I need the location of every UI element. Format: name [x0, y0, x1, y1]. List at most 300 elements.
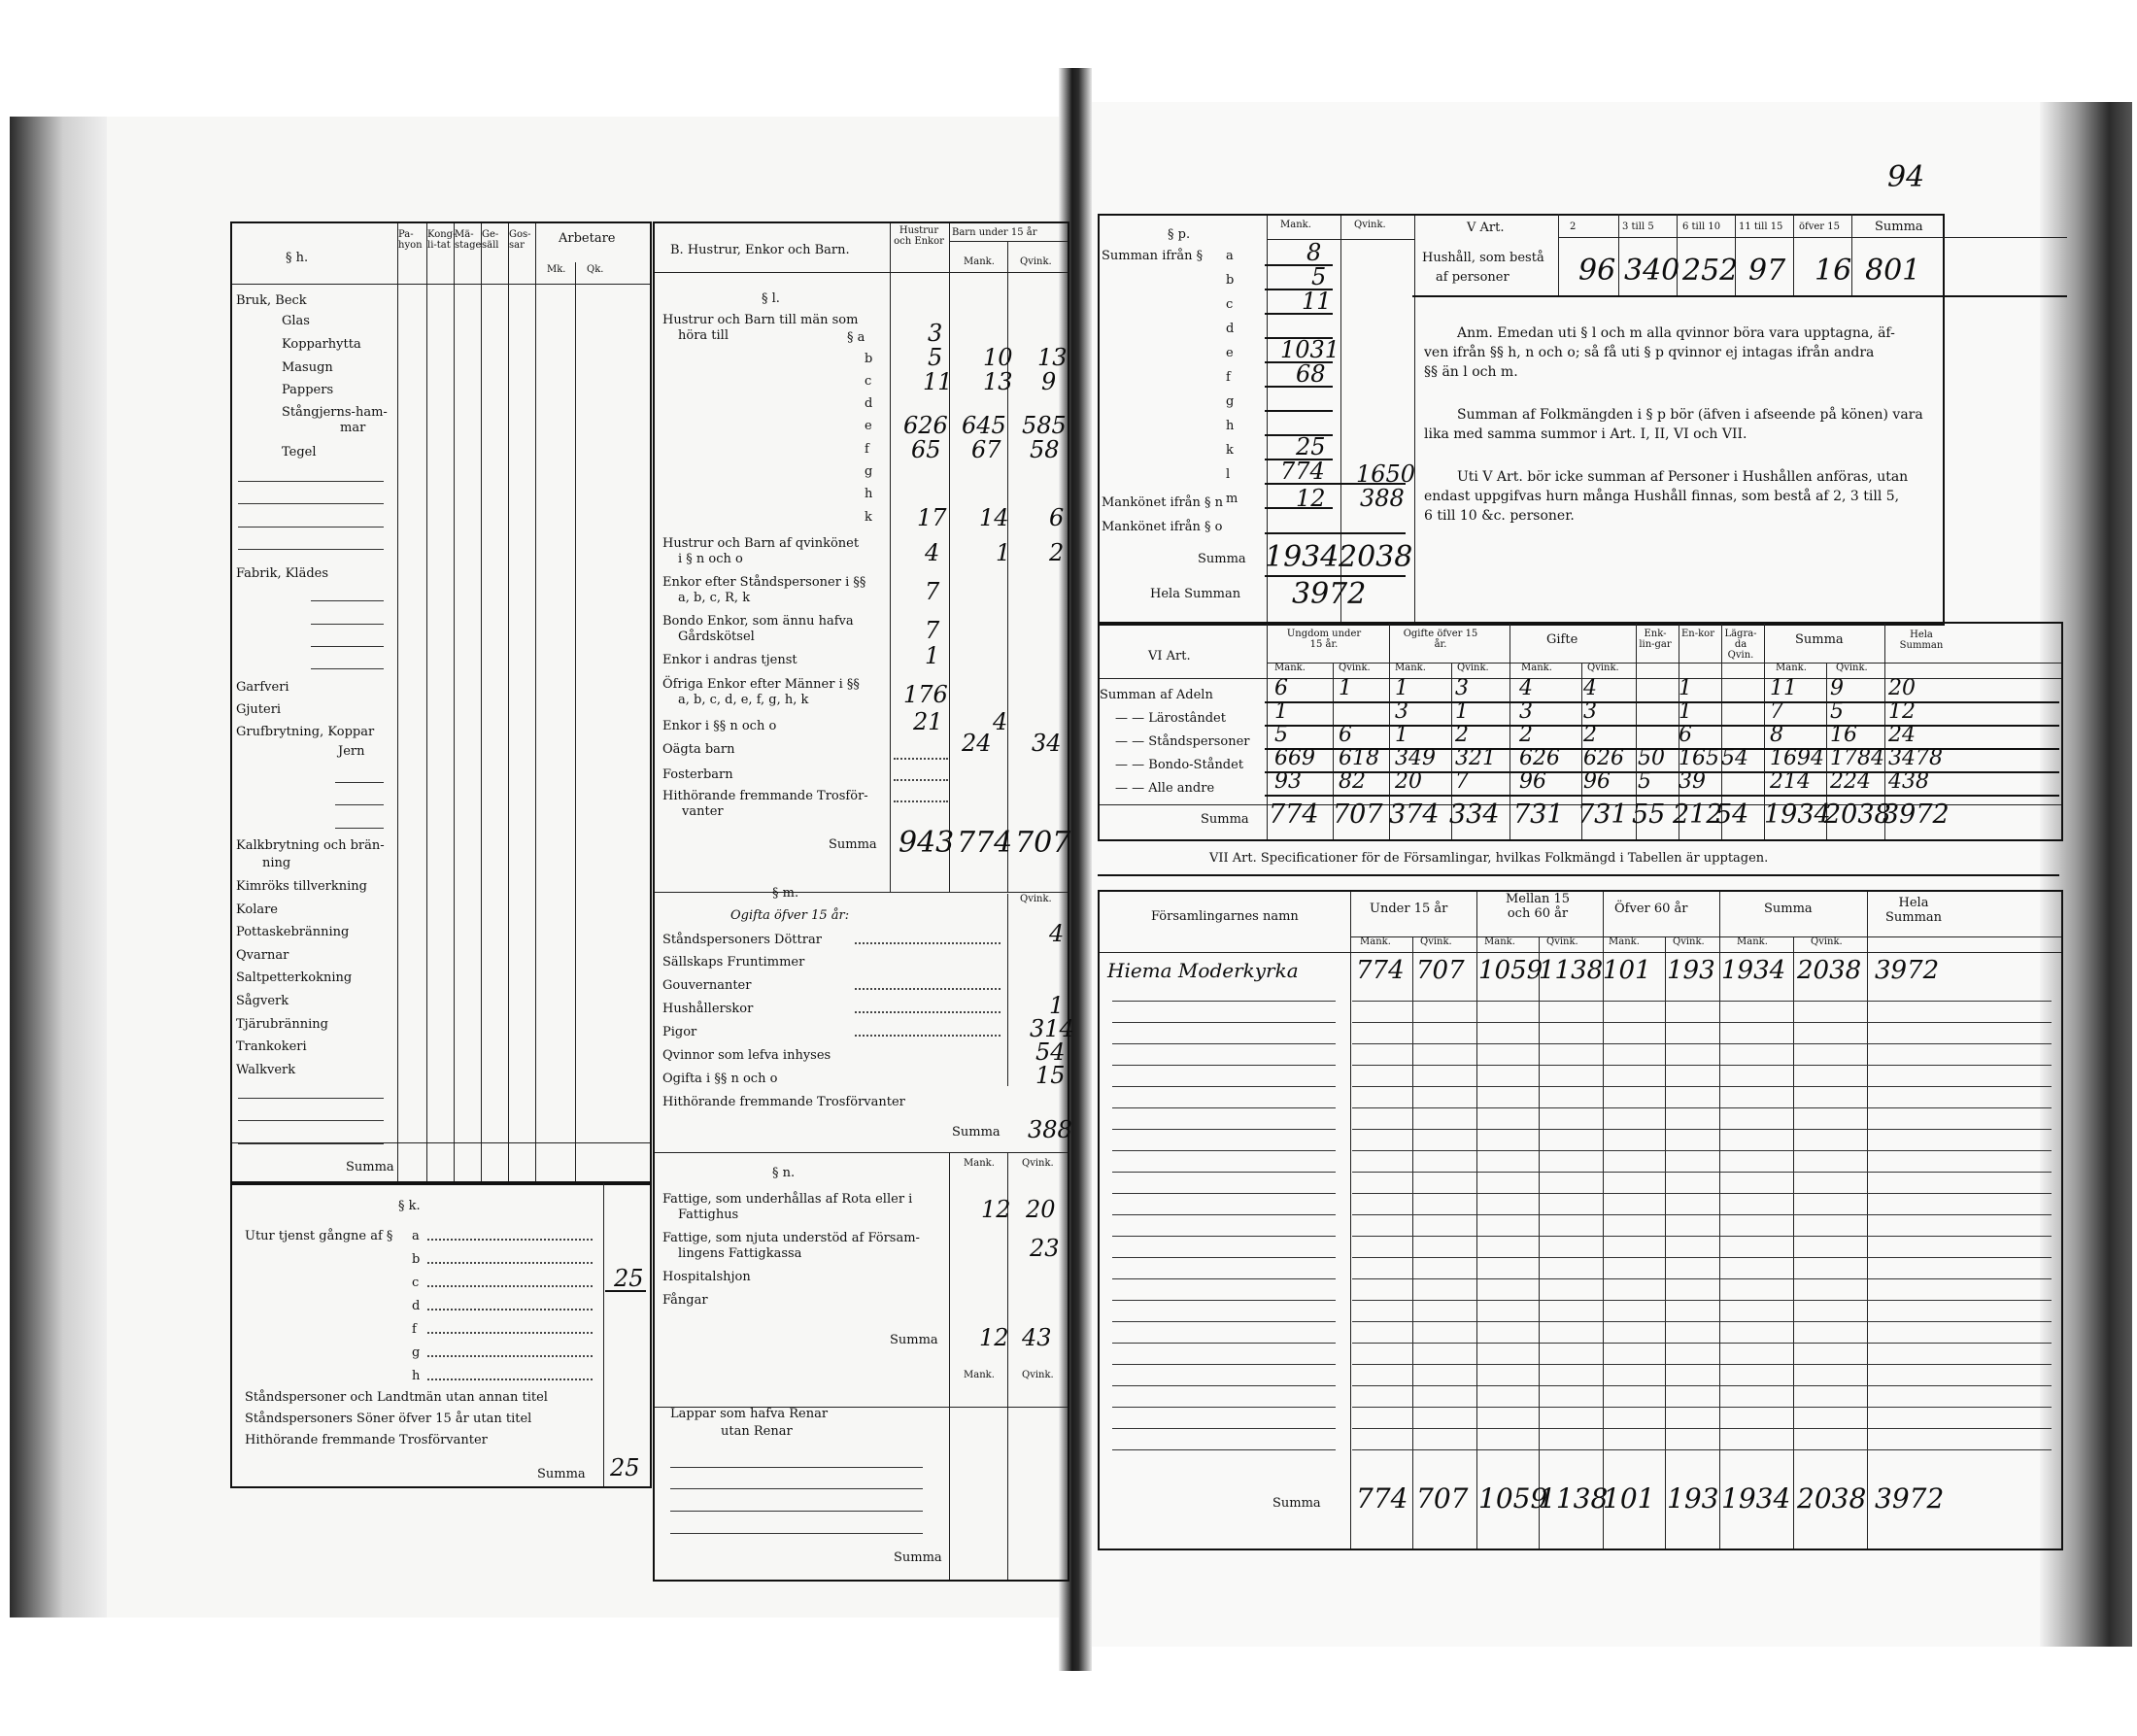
art7-blank-row [1112, 1257, 1336, 1258]
cell-value: 2 [1049, 539, 1065, 566]
art7-blank-row [1112, 1343, 1336, 1344]
row-label: Jern [338, 744, 365, 759]
art6-cell: 9 [1830, 676, 1844, 700]
page-number: 94 [1887, 160, 1925, 194]
cell-value: 67 [971, 436, 1001, 463]
sec-n-row: Fattige, som underhållas af Rota eller i [662, 1192, 913, 1207]
hdr-hustrur: Hustrur och Enkor [894, 225, 944, 247]
sp-mank: Mank. [1280, 220, 1311, 230]
row-label: Saltpetterkokning [236, 970, 353, 985]
sp-letter: l [1226, 467, 1231, 482]
sec-n-value: 12 [981, 1196, 1011, 1223]
art6-summa-cell: 2038 [1824, 800, 1891, 830]
row-label: Pappers [282, 383, 334, 397]
sec-m-value: 4 [1049, 920, 1065, 947]
art7-blank-row [1352, 1321, 2052, 1322]
sec-l-summa-hustrur: 943 [899, 826, 955, 860]
art7-group: Mellan 15 och 60 år [1505, 892, 1571, 921]
row-label: Bondo Enkor, som ännu hafva [662, 614, 854, 629]
art7-blank-row [1352, 1001, 2052, 1002]
row-label: Walkverk [236, 1063, 296, 1077]
row-label: Kimröks tillverkning [236, 879, 367, 894]
sec-m-row: Ogifta i §§ n och o [662, 1072, 778, 1086]
sp-letter: g [1226, 394, 1235, 409]
hdr-gossar: Gos-sar [509, 229, 531, 251]
art6-cell: 1 [1455, 699, 1469, 724]
art6-summa-cell: 55 [1632, 800, 1666, 830]
sp-value: 11 [1302, 288, 1332, 315]
art6-cell: 8 [1770, 723, 1783, 747]
sec-m-row: Gouvernanter [662, 978, 752, 993]
sp-value: 774 [1280, 458, 1325, 485]
art7-blank-row [1112, 1385, 1336, 1386]
sec-k-title: § k. [398, 1199, 421, 1213]
row-label: Hithörande fremmande Trosför- [662, 789, 868, 803]
sp-letter: d [1226, 322, 1235, 336]
art6-cell: 3478 [1888, 746, 1943, 770]
art7-summa-cell: 3972 [1875, 1482, 1945, 1515]
sec-n-mank: Mank. [964, 1158, 995, 1169]
row-letter: g [865, 464, 873, 479]
sec-l-summa-label: Summa [829, 837, 877, 852]
art6-cell: 6 [1274, 676, 1288, 700]
art6-mank: Mank. [1521, 663, 1552, 673]
sec-m-row: Pigor [662, 1025, 697, 1039]
art6-cell: 5 [1638, 769, 1651, 794]
art7-parish-name: Hiema Moderkyrka [1107, 959, 1299, 982]
art7-cell: 1059 [1478, 956, 1543, 985]
art7-blank-row [1352, 1300, 2052, 1301]
art6-cell: 1694 [1770, 746, 1824, 770]
anm-text: §§ än l och m. [1424, 364, 1518, 380]
art7-blank-row [1352, 1214, 2052, 1215]
art6-cell: 224 [1830, 769, 1871, 794]
art7-blank-row [1112, 1193, 1336, 1194]
hdr-arbetare: Arbetare [559, 231, 616, 246]
art6-cell: 16 [1830, 723, 1857, 747]
art6-mank: Mank. [1395, 663, 1426, 673]
art6-summa-cell: 212 [1673, 800, 1723, 830]
art7-group: Under 15 år [1370, 902, 1448, 916]
art5-col: Summa [1875, 220, 1923, 234]
art7-mank: Mank. [1484, 936, 1515, 947]
sec-k-letter: h [412, 1369, 421, 1383]
sp-mank-n-value: 388 [1360, 485, 1405, 512]
sp-summa-mank: 1934 [1265, 540, 1340, 574]
row-label: Fosterbarn [662, 767, 733, 782]
row-label: Sågverk [236, 994, 289, 1008]
art6-cell: 3 [1519, 699, 1533, 724]
art6-cell: 321 [1455, 746, 1496, 770]
sec-n-value: 20 [1026, 1196, 1056, 1223]
art7-summa-cell: 101 [1603, 1482, 1655, 1515]
row-label: Hustrur och Barn af qvinkönet [662, 536, 860, 551]
art7-cell: 1138 [1539, 956, 1604, 985]
art6-group: Ogifte öfver 15 år. [1403, 629, 1478, 650]
anm-text: lika med samma summor i Art. I, II, VI och VII. [1424, 426, 1747, 442]
hdr-mastage: Mä-stage [455, 229, 482, 251]
sp-mank-o: Mankönet ifrån § o [1102, 520, 1223, 534]
art7-blank-row [1112, 1214, 1336, 1215]
row-label: Gårdskötsel [678, 630, 755, 644]
art5-title: V Art. [1467, 221, 1505, 235]
row-label: ning [262, 856, 291, 870]
sec-k-lead: Utur tjenst gångne af § [245, 1229, 393, 1243]
art6-qvink: Qvink. [1836, 663, 1868, 673]
sec-m-value: 314 [1030, 1015, 1074, 1042]
sec-m-row: Qvinnor som lefva inhyses [662, 1048, 831, 1063]
sp-value: 1031 [1280, 336, 1340, 363]
art7-blank-row [1352, 1364, 2052, 1365]
art6-cell: 11 [1770, 676, 1797, 700]
cell-value: 10 [983, 344, 1013, 371]
lappar-label2: utan Renar [721, 1424, 793, 1439]
art6-cell: 82 [1339, 769, 1366, 794]
art7-qvink: Qvink. [1673, 936, 1705, 947]
hdr-konglitat: Kong-li-tat [427, 229, 457, 251]
sp-letter: e [1226, 346, 1234, 360]
sp-hela-label: Hela Summan [1150, 587, 1241, 601]
art6-cell: 39 [1679, 769, 1706, 794]
art7-mank: Mank. [1609, 936, 1640, 947]
cell-value: 7 [925, 617, 940, 644]
art7-blank-row [1352, 1022, 2052, 1023]
sp-letter: a [1226, 249, 1234, 263]
art6-summa-cell: 774 [1269, 800, 1319, 830]
sp-letter: k [1226, 443, 1234, 458]
row-label: vanter [682, 804, 724, 819]
art7-qvink: Qvink. [1420, 936, 1452, 947]
art6-cell: 96 [1583, 769, 1611, 794]
art6-qvink: Qvink. [1339, 663, 1371, 673]
row-label: Enkor i andras tjenst [662, 653, 797, 667]
sec-k-letter: b [412, 1252, 421, 1267]
sec-n-row: Fattighus [678, 1208, 739, 1222]
cell-value: 14 [979, 504, 1009, 531]
art7-cell: 2038 [1797, 956, 1862, 985]
art7-blank-row [1352, 1449, 2052, 1450]
row-label: Masugn [282, 360, 333, 375]
art5-col: 11 till 15 [1739, 221, 1783, 232]
art5-value: 801 [1865, 254, 1921, 288]
art7-blank-row [1112, 1321, 1336, 1322]
row-label: Kolare [236, 902, 279, 917]
sec-m-summa-label: Summa [952, 1125, 1001, 1140]
art6-cell: 50 [1638, 746, 1665, 770]
sec-n-row: Fångar [662, 1293, 708, 1308]
art6-group: Lägra-da Qvin. [1724, 629, 1757, 661]
art7-blank-row [1112, 1043, 1336, 1044]
art6-group: Ungdom under 15 år. [1286, 629, 1362, 650]
art7-blank-row [1112, 1428, 1336, 1429]
book-spine-shadow [10, 117, 107, 1617]
art7-cell: 3972 [1875, 956, 1940, 985]
hdr-mank: Mank. [964, 256, 995, 267]
art6-summa-cell: 731 [1513, 800, 1564, 830]
art6-cell: 3 [1455, 676, 1469, 700]
art7-top-rule [1098, 874, 2059, 876]
cell-value: 1 [925, 642, 940, 669]
art6-row-label: — — Ståndspersoner [1115, 734, 1250, 749]
sec-n-value: 23 [1030, 1235, 1060, 1262]
art6-summa-cell: 1934 [1764, 800, 1831, 830]
cell-value: 11 [923, 368, 953, 395]
art6-cell: 6 [1679, 723, 1692, 747]
cell-value: 58 [1030, 436, 1060, 463]
hdr-qvink: Qvink. [1020, 256, 1052, 267]
art6-cell: 4 [1519, 676, 1533, 700]
art5-col: 2 [1570, 221, 1577, 232]
sec-n-summa-mank: 12 [979, 1324, 1009, 1351]
art6-cell: 1 [1679, 676, 1692, 700]
art7-blank-row [1112, 1236, 1336, 1237]
art7-blank-row [1112, 1065, 1336, 1066]
art5-value: 96 [1578, 254, 1616, 288]
art6-cell: 96 [1519, 769, 1546, 794]
art6-cell: 5 [1274, 723, 1288, 747]
sec-m-value: 15 [1035, 1062, 1066, 1089]
row-label: Qvarnar [236, 948, 289, 963]
art5-col: 6 till 10 [1682, 221, 1721, 232]
hdr-arbetare-qk: Qk. [587, 264, 604, 275]
art7-mank: Mank. [1360, 936, 1391, 947]
cell-value: 24 [962, 730, 992, 757]
row-label: Tjärubränning [236, 1017, 328, 1032]
art6-group: Gifte [1546, 632, 1578, 647]
art6-summa-cell: 707 [1333, 800, 1383, 830]
art7-blank-row [1112, 1107, 1336, 1108]
row-label: a, b, c, d, e, f, g, h, k [678, 693, 809, 707]
art6-cell: 626 [1583, 746, 1624, 770]
row-label: Fabrik, Klädes [236, 566, 329, 581]
art7-blank-row [1352, 1428, 2052, 1429]
row-label: mar [340, 421, 366, 435]
art7-summa-cell: 707 [1416, 1482, 1469, 1515]
art6-title: VI Art. [1148, 649, 1191, 664]
art6-qvink: Qvink. [1587, 663, 1619, 673]
art7-cell: 1934 [1721, 956, 1786, 985]
sec-m-row: Hithörande fremmande Trosförvanter [662, 1095, 905, 1109]
art7-summa-cell: 774 [1356, 1482, 1408, 1515]
row-letter: f [865, 442, 869, 457]
row-label: Pottaskebränning [236, 925, 350, 939]
sec-m-title: § m. [772, 886, 799, 901]
sec-k-summa-label: Summa [537, 1467, 586, 1481]
cell-value: 1 [996, 539, 1011, 566]
sec-n-title: § n. [772, 1166, 796, 1180]
lappar-mank: Mank. [964, 1370, 995, 1380]
art7-cell: 774 [1356, 956, 1405, 985]
art7-table [1098, 890, 2063, 1550]
art7-title: VII Art. Specificationer för de Församlingar, hvilkas Folkmängd i Tabellen är upptagen. [1209, 851, 1769, 866]
sec-m-summa-value: 388 [1028, 1116, 1072, 1143]
art6-cell: 2 [1455, 723, 1469, 747]
art7-summa-cell: 1059 [1478, 1482, 1548, 1515]
art6-cell: 3 [1395, 699, 1408, 724]
row-label: Enkor efter Ståndspersoner i §§ [662, 575, 866, 590]
row-label: Tegel [282, 445, 317, 460]
sec-h-summa: Summa [346, 1160, 394, 1174]
art6-cell: 1 [1395, 723, 1408, 747]
sp-lead: Summan ifrån § [1102, 249, 1204, 263]
art7-blank-row [1352, 1193, 2052, 1194]
cell-value: 17 [917, 504, 947, 531]
cell-value: 645 [962, 412, 1006, 439]
sp-letter: c [1226, 297, 1234, 312]
art6-group: En-kor [1681, 629, 1714, 639]
sec-n-summa-qvink: 43 [1022, 1324, 1052, 1351]
art6-cell: 349 [1395, 746, 1436, 770]
art7-blank-row [1112, 1129, 1336, 1130]
art7-qvink: Qvink. [1546, 936, 1578, 947]
sec-l-title: § l. [762, 291, 780, 306]
sec-m-value: 54 [1035, 1038, 1066, 1066]
sec-m-row: Sällskaps Fruntimmer [662, 955, 805, 970]
art7-summa-cell: 2038 [1797, 1482, 1867, 1515]
art7-summa-label: Summa [1272, 1496, 1321, 1511]
sp-value: 5 [1311, 263, 1327, 290]
art5-label: Hushåll, som bestå [1422, 251, 1544, 265]
art6-cell: 669 [1274, 746, 1315, 770]
row-label: Bruk, Beck [236, 293, 307, 308]
art7-blank-row [1112, 1022, 1336, 1023]
row-label: Kopparhytta [282, 337, 361, 352]
cell-value: 4 [925, 539, 940, 566]
art6-cell: 24 [1888, 723, 1916, 747]
anm-text: ven ifrån §§ h, n och o; så få uti § p qvinnor ej intagas ifrån andra [1424, 345, 1875, 360]
cell-value: 3 [928, 320, 943, 347]
sec-l-summa-mank: 774 [957, 826, 1013, 860]
sp-letter: m [1226, 492, 1238, 506]
art6-cell: 1 [1274, 699, 1288, 724]
art7-blank-row [1352, 1172, 2052, 1173]
row-letter: c [865, 374, 872, 389]
art6-group: Summa [1795, 632, 1844, 647]
sec-l-table [653, 221, 1069, 1582]
art6-cell: 1784 [1830, 746, 1884, 770]
art7-blank-row [1112, 1001, 1336, 1002]
sec-m-value: 1 [1049, 992, 1065, 1019]
art7-blank-row [1352, 1043, 2052, 1044]
sp-summa-qvink: 2038 [1339, 540, 1413, 574]
art5-value: 252 [1682, 254, 1739, 288]
art6-row-label: Summan af Adeln [1100, 688, 1213, 702]
sec-k-letter: a [412, 1229, 420, 1243]
art6-cell: 1 [1679, 699, 1692, 724]
art6-cell: 618 [1339, 746, 1379, 770]
art7-blank-row [1112, 1449, 1336, 1450]
art6-summa-cell: 731 [1577, 800, 1628, 830]
row-label: a, b, c, R, k [678, 591, 751, 605]
art7-mank: Mank. [1737, 936, 1768, 947]
art6-summa-label: Summa [1201, 812, 1249, 827]
art6-qvink: Qvink. [1457, 663, 1489, 673]
sec-k-summa-value: 25 [610, 1454, 640, 1481]
sec-k-row: Ståndspersoners Söner öfver 15 år utan titel [245, 1412, 532, 1426]
sec-k-letter: c [412, 1276, 420, 1290]
row-label: Glas [282, 314, 310, 328]
art6-cell: 6 [1339, 723, 1352, 747]
art7-summa-cell: 1138 [1539, 1482, 1609, 1515]
art6-summa-cell: 54 [1715, 800, 1749, 830]
row-letter: h [865, 487, 873, 501]
sec-n-row: Fattige, som njuta understöd af Försam- [662, 1231, 920, 1245]
cell-value: 5 [928, 344, 943, 371]
art6-row-label: — — Alle andre [1115, 781, 1215, 796]
art6-cell: 20 [1888, 676, 1916, 700]
art7-blank-row [1112, 1278, 1336, 1279]
row-label: Oägta barn [662, 742, 735, 757]
row-label: Garfveri [236, 680, 289, 695]
cell-value: 9 [1041, 368, 1057, 395]
row-label: Grufbrytning, Koppar [236, 725, 375, 739]
sec-h-title: § h. [286, 251, 309, 265]
art6-cell: 438 [1888, 769, 1929, 794]
row-letter: k [865, 510, 872, 525]
art7-qvink: Qvink. [1811, 936, 1843, 947]
sec-l-summa-qvink: 707 [1015, 826, 1071, 860]
art7-summa-cell: 193 [1667, 1482, 1719, 1515]
art7-cell: 193 [1667, 956, 1715, 985]
sec-n-row: Hospitalshjon [662, 1270, 751, 1284]
cell-value: 6 [1049, 504, 1065, 531]
art7-blank-row [1352, 1407, 2052, 1408]
cell-value: 176 [903, 681, 948, 708]
art5-col: öfver 15 [1799, 221, 1840, 232]
cell-value: 34 [1032, 730, 1062, 757]
art7-blank-row [1352, 1086, 2052, 1087]
lappar-qvink: Qvink. [1022, 1370, 1054, 1380]
row-label: i § n och o [678, 552, 743, 566]
art6-summa-cell: 374 [1389, 800, 1440, 830]
cell-value: 626 [903, 412, 948, 439]
anm-text: Anm. Emedan uti § l och m alla qvinnor böra vara upptagna, äf- [1457, 325, 1895, 341]
art6-cell: 20 [1395, 769, 1422, 794]
art6-group: Enk-lin-gar [1639, 629, 1672, 650]
lappar-summa: Summa [894, 1550, 942, 1565]
art5-value: 97 [1748, 254, 1786, 288]
art7-cell: 707 [1416, 956, 1465, 985]
art5-value: 16 [1815, 254, 1852, 288]
lappar-label: Lappar som hafva Renar [670, 1407, 829, 1421]
sp-title: § p. [1168, 227, 1191, 242]
art7-summa-cell: 1934 [1721, 1482, 1791, 1515]
hdr-pahyon: Pa-hyon [398, 229, 423, 251]
art6-summa-cell: 334 [1449, 800, 1500, 830]
sp-value: 25 [1296, 433, 1326, 460]
art7-blank-row [1112, 1150, 1336, 1151]
art7-blank-row [1352, 1107, 2052, 1108]
hdr-barn: Barn under 15 år [952, 227, 1037, 238]
art7-blank-row [1352, 1278, 2052, 1279]
art7-blank-row [1352, 1385, 2052, 1386]
row-label: Gjuteri [236, 702, 282, 717]
sec-k-letter: f [412, 1322, 417, 1337]
anm-text: Summan af Folkmängden i § p bör (äfven i afseende på könen) vara [1457, 407, 1923, 423]
art7-blank-row [1352, 1129, 2052, 1130]
sp-summa-label: Summa [1198, 552, 1246, 566]
art6-cell: 1 [1339, 676, 1352, 700]
art7-group: Summa [1764, 902, 1813, 916]
art6-row-label: — — Bondo-Ståndet [1115, 758, 1244, 772]
art6-cell: 165 [1679, 746, 1719, 770]
cell-value: 585 [1022, 412, 1067, 439]
sp-letter: f [1226, 370, 1231, 385]
art7-blank-row [1352, 1150, 2052, 1151]
art7-blank-row [1112, 1364, 1336, 1365]
art7-blank-row [1352, 1257, 2052, 1258]
row-letter: b [865, 352, 873, 366]
